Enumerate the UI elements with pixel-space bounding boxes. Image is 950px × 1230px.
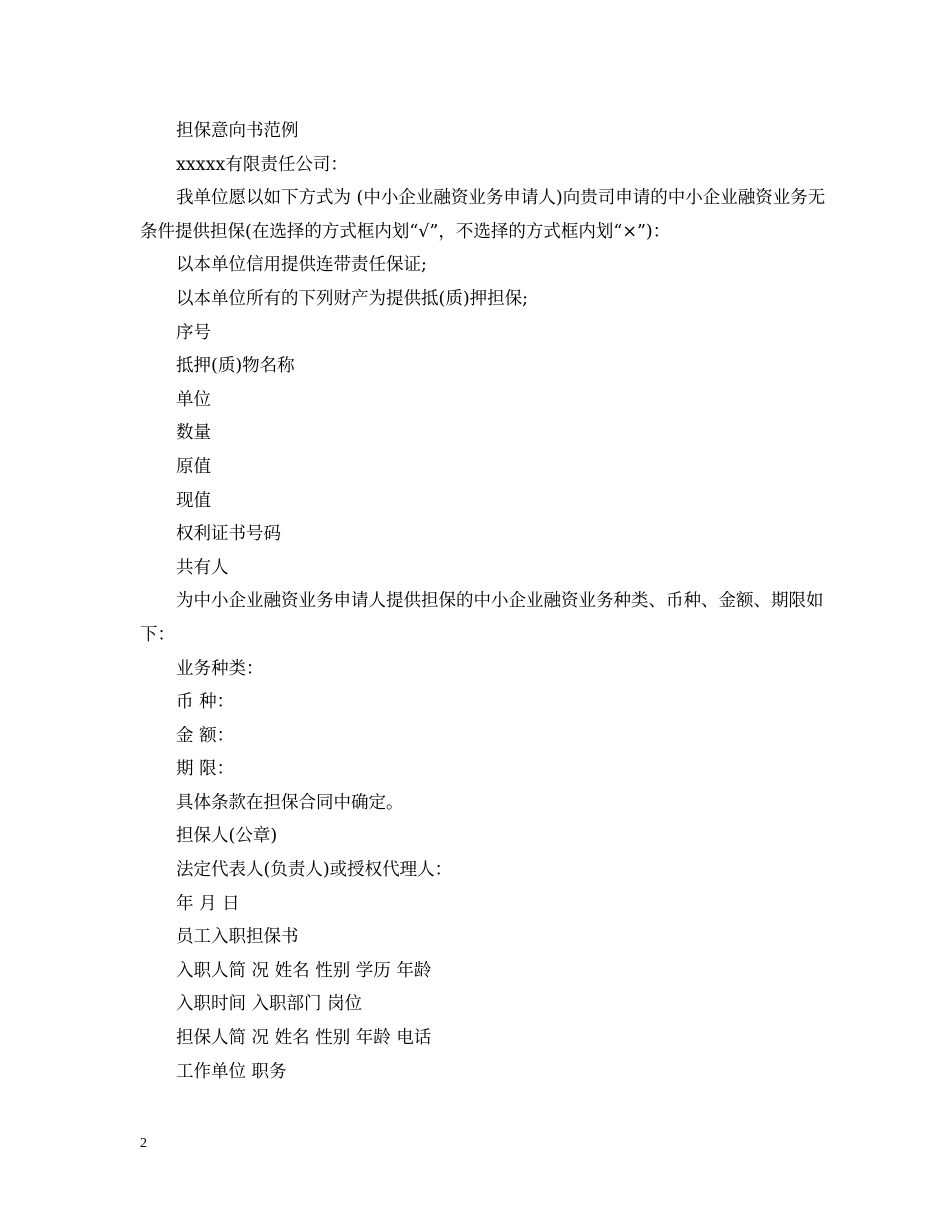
guarantor-seal-line: 担保人(公章) xyxy=(176,826,278,847)
option-credit-guarantee: 以本单位信用提供连带责任保证; xyxy=(176,255,427,276)
field-quantity: 数量 xyxy=(176,423,211,444)
document-body xyxy=(140,115,830,1089)
employee-info-line: 入职人简 况 姓名 性别 学历 年龄 xyxy=(176,960,432,981)
legal-representative-line: 法定代表人(负责人)或授权代理人： xyxy=(176,860,453,881)
field-co-owner: 共有人 xyxy=(176,557,229,578)
document-title: 担保意向书范例 xyxy=(176,121,299,141)
field-certificate-number: 权利证书号码 xyxy=(176,524,281,545)
option-collateral-guarantee: 以本单位所有的下列财产为提供抵(质)押担保; xyxy=(176,288,529,309)
field-unit: 单位 xyxy=(176,389,211,410)
employment-info-line: 入职时间 入职部门 岗位 xyxy=(176,994,363,1015)
section-title-employee-guarantee: 员工入职担保书 xyxy=(176,927,299,948)
field-currency: 币 种： xyxy=(176,692,235,713)
date-line: 年 月 日 xyxy=(176,893,240,914)
field-current-value: 现值 xyxy=(176,490,211,511)
field-business-type: 业务种类： xyxy=(176,658,264,679)
guarantee-statement: 我单位愿以如下方式为 (中小企业融资业务申请人)向贵司申请的中小企业融资业务无条件提供担保(在选择的方式框内划“√”，不选择的方式框内划“×”)： xyxy=(140,188,826,242)
field-serial-number: 序号 xyxy=(176,322,211,343)
contract-note: 具体条款在担保合同中确定。 xyxy=(176,792,404,813)
field-original-value: 原值 xyxy=(176,456,211,477)
field-amount: 金 额： xyxy=(176,725,235,746)
business-terms-intro: 为中小企业融资业务申请人提供担保的中小企业融资业务种类、币种、金额、期限如下： xyxy=(140,591,824,645)
page-number: 2 xyxy=(140,1136,147,1151)
work-unit-line: 工作单位 职务 xyxy=(176,1061,287,1082)
addressee-line: xxxxx有限责任公司： xyxy=(176,154,348,175)
field-collateral-name: 抵押(质)物名称 xyxy=(176,356,295,377)
field-term: 期 限： xyxy=(176,759,235,780)
guarantor-info-line: 担保人简 况 姓名 性别 年龄 电话 xyxy=(176,1028,432,1049)
